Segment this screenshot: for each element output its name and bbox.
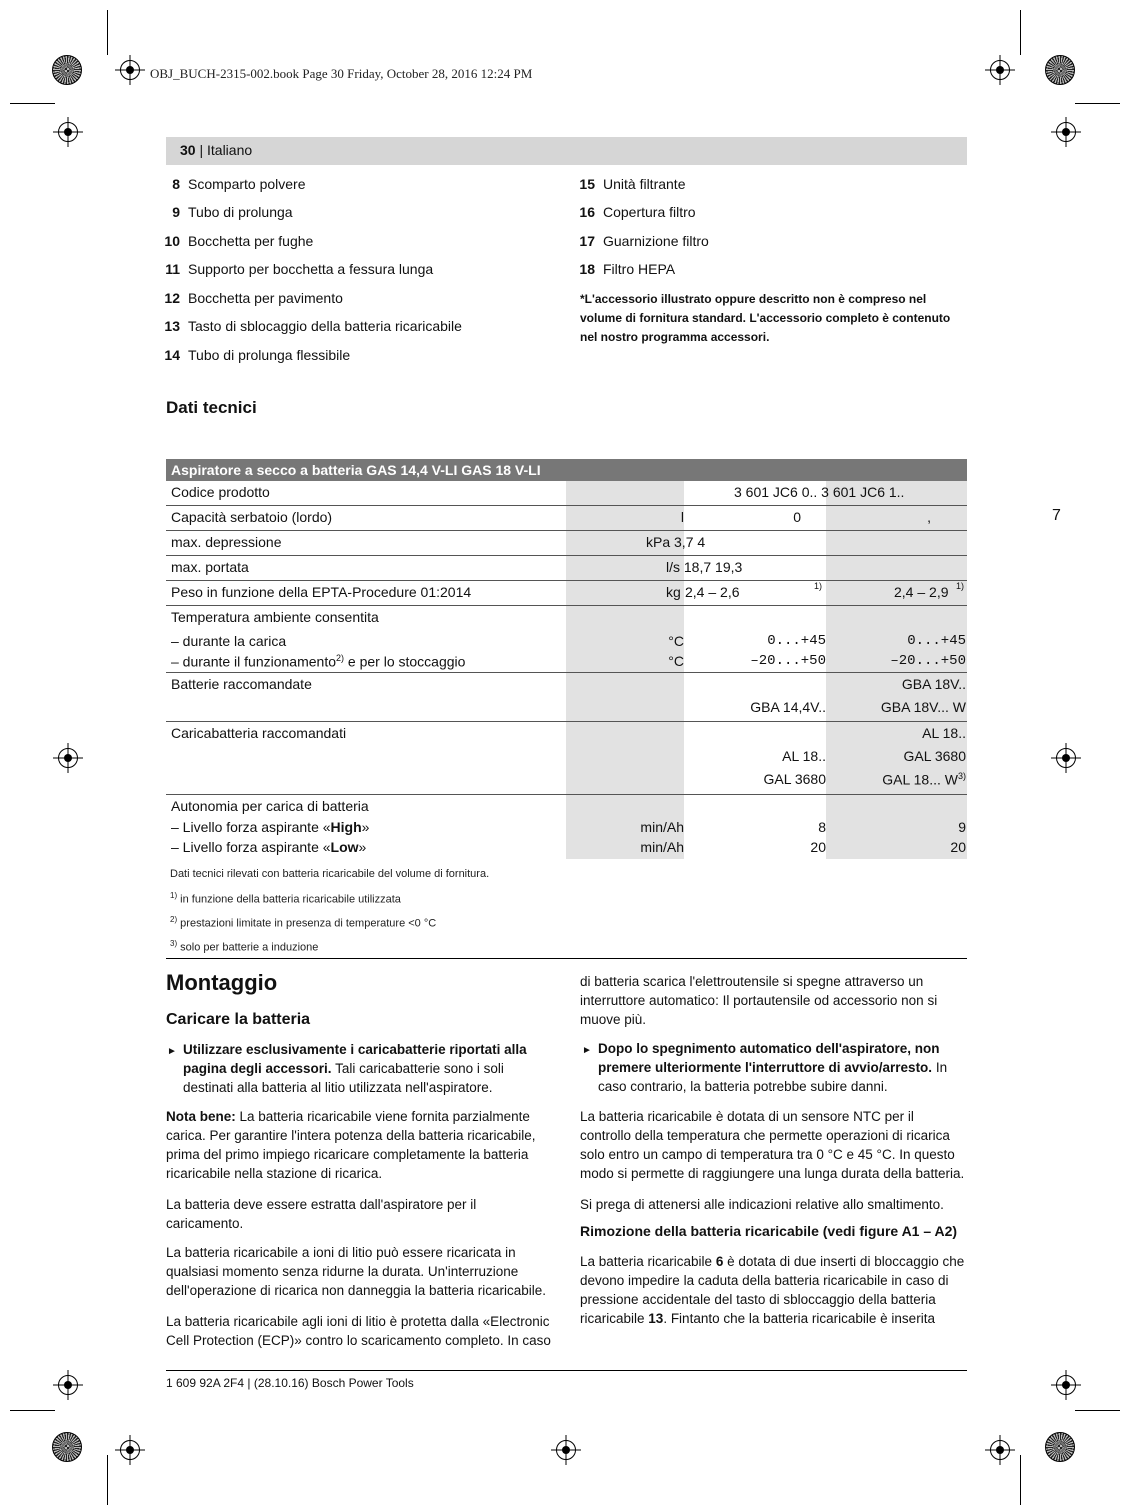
registration-mark-icon — [990, 1440, 1010, 1460]
crop-mark — [107, 1455, 108, 1505]
accessory-note: *L'accessorio illustrato oppure descritto non è compreso nel volume di fornitura standard. L'accessorio completo è contenuto nel nostro programma accessori. — [580, 292, 951, 344]
registration-mark-icon — [120, 60, 140, 80]
tech-table — [166, 459, 967, 859]
subsection-title: Rimozione della batteria ricaricabile (vedi figure A1 – A2) — [580, 1223, 958, 1239]
list-item: 10 Bocchetta per fughe — [164, 233, 314, 249]
side-number: 7 — [1052, 507, 1061, 524]
page-number: 30 — [180, 142, 196, 158]
table-row: Caricabatteria raccomandati AL 18.. AL 18.. GAL 3680 GAL 3680 GAL 18... $W^{3)}$ — [166, 722, 967, 795]
paragraph: La batteria ricaricabile 6 è dotata di due inserti di bloccaggio che devono impedire la caduta della batteria ricaricabile in caso di pressione accidentale del tasto di sbloccaggio della batteria ricaricabile 13. Fintanto che la batteria ricaricabile è inserita — [580, 1254, 965, 1326]
list-item: 14 Tubo di prolunga flessibile — [164, 347, 351, 363]
registration-mark-icon — [58, 122, 78, 142]
crop-mark — [107, 10, 108, 55]
list-item: 17 Guarnizione filtro — [579, 233, 709, 249]
footnote: $^{1)}$ in funzione della batteria ricaricabile utilizzata — [170, 891, 401, 906]
crop-mark — [1020, 1455, 1021, 1505]
bullet-paragraph: ► Dopo lo spegnimento automatico dell'aspiratore, non premere ulteriormente l'interruttore di avvio/arresto. In caso contrario, la batteria potrebbe subire danni. — [598, 1039, 968, 1096]
table-row: Codice prodotto 3 601 JC6 0.. 3 601 JC6 1.. — [166, 481, 967, 506]
table-row: max. portata l/s 18,7 19,3 — [166, 556, 967, 581]
footnote: $^{2)}$ prestazioni limitate in presenza di temperature <0 °C — [170, 915, 437, 930]
print-slug: OBJ_BUCH-2315-002.book Page 30 Friday, October 28, 2016 12:24 PM — [150, 66, 533, 81]
divider — [166, 1370, 967, 1371]
registration-mark-icon — [58, 1375, 78, 1395]
list-item: 16 Copertura filtro — [579, 204, 696, 220]
list-item: 12 Bocchetta per pavimento — [164, 290, 343, 306]
list-item: 15 Unità filtrante — [579, 176, 686, 192]
registration-mark-icon — [990, 60, 1010, 80]
color-wheel-icon — [1045, 55, 1075, 85]
list-item: 9 Tubo di prolunga — [172, 204, 293, 220]
page-language: Italiano — [207, 142, 253, 158]
footnote: Dati tecnici rilevati con batteria ricaricabile del volume di fornitura. — [170, 868, 490, 880]
table-row: Batterie raccomandate GBA 18V.. GBA 14,4V.. GBA 18V... W — [166, 673, 967, 722]
registration-mark-icon — [58, 748, 78, 768]
section-title-montaggio: Montaggio — [166, 970, 278, 995]
paragraph: La batteria deve essere estratta dall'aspiratore per il caricamento. — [166, 1197, 477, 1231]
crop-mark — [10, 103, 55, 104]
color-wheel-icon — [52, 1432, 82, 1462]
table-header: Aspiratore a secco a batteria GAS 14,4 V-LI GAS 18 V-LI — [166, 459, 967, 481]
registration-mark-icon — [1056, 1375, 1076, 1395]
list-item: 18 Filtro HEPA — [579, 261, 676, 277]
paragraph: Nota bene: La batteria ricaricabile viene fornita parzialmente carica. Per garantire l'intera potenza della batteria ricaricabile, prima del primo impiego ricaricare completamente la batteria ricaricabile nella stazione di ricarica. — [166, 1109, 536, 1181]
bullet-paragraph: ► Utilizzare esclusivamente i caricabatterie riportati alla pagina degli accessori. Tali caricabatterie sono i soli destinati alla batteria al litio utilizzata nell'aspiratore. — [183, 1040, 553, 1097]
crop-mark — [1075, 1410, 1120, 1411]
registration-mark-icon — [556, 1440, 576, 1460]
color-wheel-icon — [52, 55, 82, 85]
color-wheel-icon — [1045, 1432, 1075, 1462]
crop-mark — [1020, 10, 1021, 55]
list-item: 13 Tasto di sblocaggio della batteria ricaricabile — [164, 318, 462, 334]
registration-mark-icon — [1056, 122, 1076, 142]
footnote: $^{3)}$ solo per batterie a induzione — [170, 939, 319, 954]
paragraph: La batteria ricaricabile a ioni di litio può essere ricaricata in qualsiasi momento senza ridurne la durata. Un'interruzione dell'operazione di ricarica non danneggia la batteria ricaricabile. — [166, 1245, 547, 1298]
divider — [166, 958, 967, 959]
table-row: Autonomia per carica di batteria – Livello forza aspirante «High» min/Ah 8 9 – Livello forza aspirante «Low» min/Ah 20 20 — [166, 795, 967, 859]
table-row: max. depressione kPa 3,7 4 — [166, 531, 967, 556]
paragraph: Si prega di attenersi alle indicazioni relative allo smaltimento. — [580, 1197, 944, 1212]
table-row: Peso in funzione della EPTA-Procedure 01:2014 kg 2,4 – 2,6 1) 2,4 – 2,9 1) — [166, 581, 967, 606]
crop-mark — [1075, 103, 1120, 104]
page-header: 30 | Italiano — [166, 137, 967, 165]
registration-mark-icon — [1056, 748, 1076, 768]
table-row: Capacità serbatoio (lordo) l 0 , — [166, 506, 967, 531]
registration-mark-icon — [120, 1440, 140, 1460]
subsection-title: Caricare la batteria — [166, 1011, 311, 1028]
list-item: 8 Scomparto polvere — [172, 176, 306, 192]
paragraph: La batteria ricaricabile agli ioni di litio è protetta dalla «Electronic Cell Protection (ECP)» contro lo scaricamento completo. In caso — [166, 1314, 551, 1348]
section-title-tech: Dati tecnici — [166, 398, 257, 417]
paragraph: di batteria scarica l'elettroutensile si spegne attraverso un interruttore automatico: Il portautensile od accessorio non si muove più. — [580, 974, 938, 1027]
table-row: Temperatura ambiente consentita – durante la carica °C 0...+45 0...+45 – durante il funzionamento$^{2)}$ e per lo stoccaggio °C –20...+50 –20...+50 — [166, 606, 967, 673]
crop-mark — [10, 1410, 55, 1411]
list-item: 11 Supporto per bocchetta a fessura lunga — [165, 261, 434, 277]
paragraph: La batteria ricaricabile è dotata di un sensore NTC per il controllo della temperatura che permette operazioni di ricarica solo entro un campo di temperatura tra 0 °C e 45 °C. In questo modo si permette di raggiungere una lunga durata della batteria. — [580, 1109, 965, 1181]
page-footer: 1 609 92A 2F4 | (28.10.16) Bosch Power Tools — [166, 1376, 414, 1390]
